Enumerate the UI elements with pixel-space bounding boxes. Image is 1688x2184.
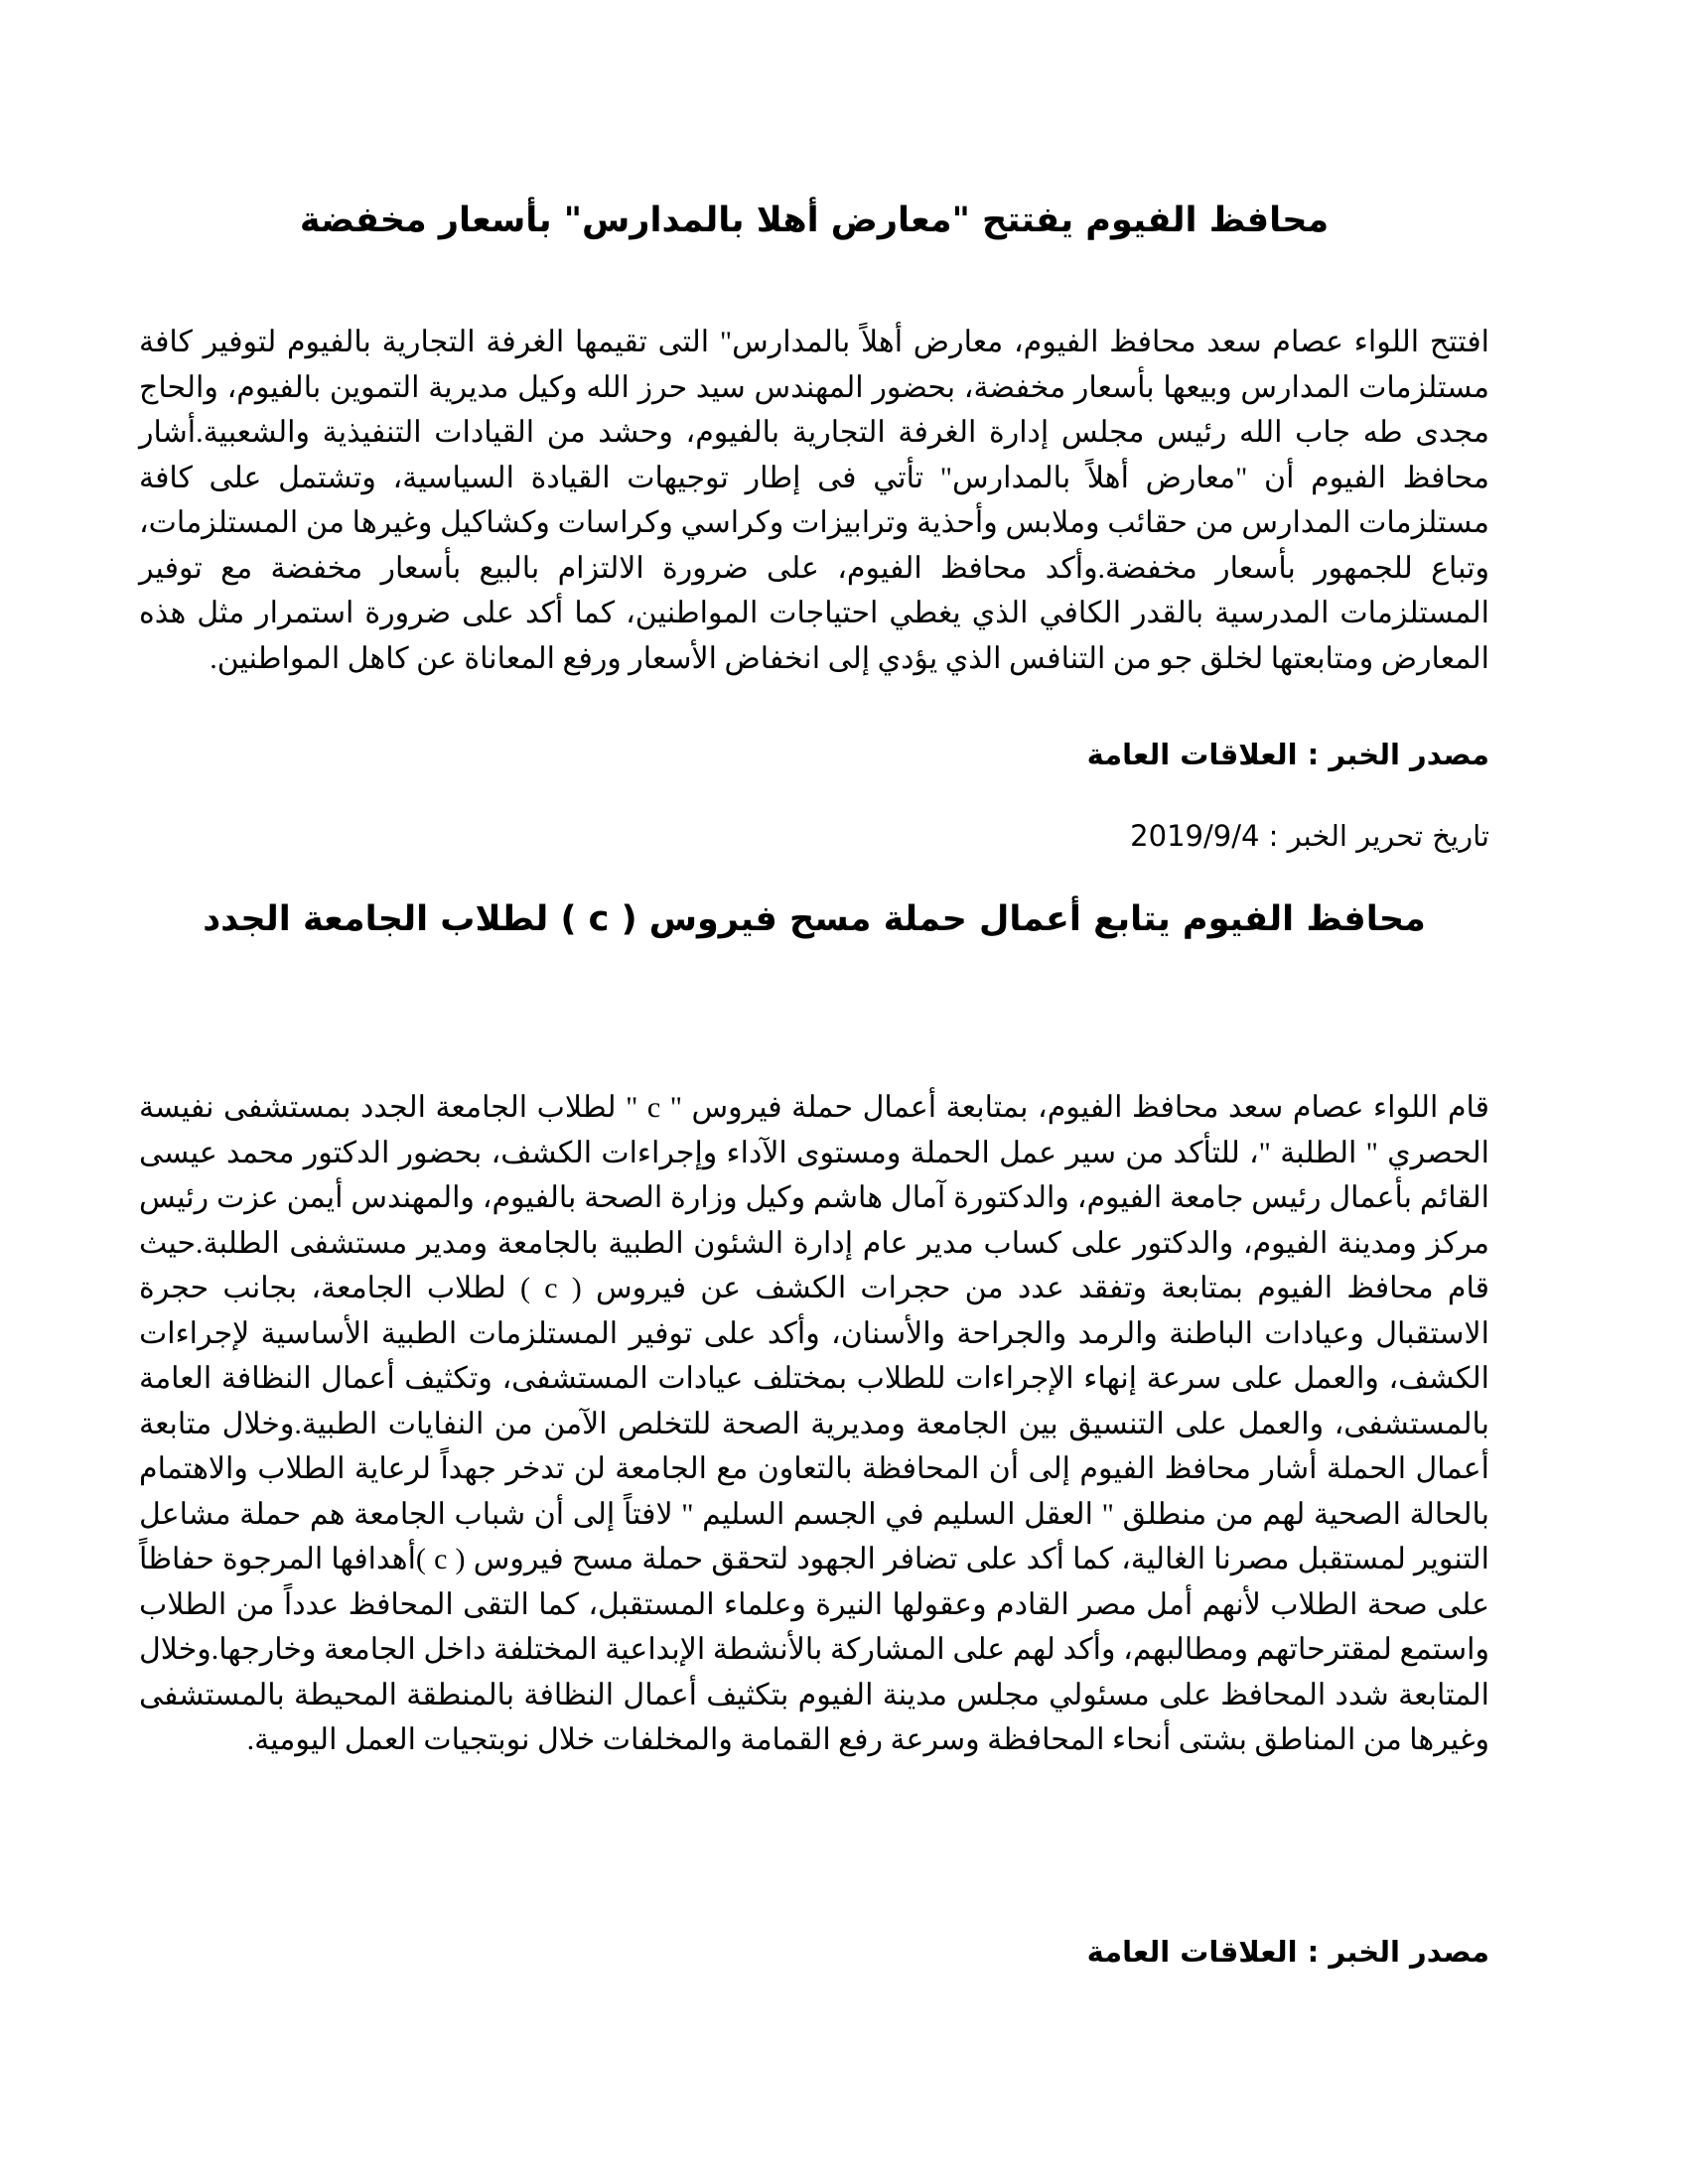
article-2-body: قام اللواء عصام سعد محافظ الفيوم، بمتابعة أعمال حملة فيروس " c " لطلاب الجامعة الجدد بمستشفى نفيسة الحصري " الطلبة "، للتأكد من سير عمل الحملة ومستوى الآداء وإجراءات الكشف، بحضور الدكتور محمد عيسى القائم بأعمال رئيس جامعة الفيوم، والدكتورة آمال هاشم وكيل وزارة الصحة بالفيوم، والمهندس أيمن عزت رئيس مركز ومدينة الفيوم، والدكتور على كساب مدير عام إدارة الشئون الطبية بالجامعة ومدير مستشفى الطلبة.حيث قام محافظ الفيوم بمتابعة وتفقد عدد من حجرات الكشف عن فيروس ( c ) لطلاب الجامعة، بجانب حجرة الاستقبال وعيادات الباطنة والرمد والجراحة والأسنان، وأكد على توفير المستلزمات الطبية الأساسية لإجراءات الكشف، والعمل على سرعة إنهاء الإجراءات للطلاب بمختلف عيادات المستشفى، وتكثيف أعمال النظافة العامة بالمستشفى، والعمل على التنسيق بين الجامعة ومديرية الصحة للتخلص الآمن من النفايات الطبية.وخلال متابعة أعمال الحملة أشار محافظ الفيوم إلى أن المحافظة بالتعاون مع الجامعة لن تدخر جهداً لرعاية الطلاب والاهتمام بالحالة الصحية لهم من منطلق " العقل السليم في الجسم السليم " لافتاً إلى أن شباب الجامعة هم حملة مشاعل التنوير لمستقبل مصرنا الغالية، كما أكد على تضافر الجهود لتحقق حملة مسح فيروس ( c )أهدافها المرجوة حفاظاً على صحة الطلاب لأنهم أمل مصر القادم وعقولها النيرة وعلماء المستقبل، كما التقى المحافظ عدداً من الطلاب واستمع لمقترحاتهم ومطالبهم، وأكد لهم على المشاركة بالأنشطة الإبداعية المختلفة داخل الجامعة وخارجها.وخلال المتابعة شدد المحافظ على مسئولي مجلس مدينة الفيوم بتكثيف أعمال النظافة بالمنطقة المحيطة بالمستشفى وغيرها من المناطق بشتى أنحاء المحافظة وسرعة رفع القمامة والمخلفات خلال نوبتجيات العمل اليومية. — [139, 1091, 1489, 1756]
article-1-source: مصدر الخبر : العلاقات العامة — [1086, 738, 1489, 771]
article-1-title: محافظ الفيوم يفتتح "معارض أهلا بالمدارس" بأسعار مخفضة — [299, 201, 1330, 240]
article-1-body: افتتح اللواء عصام سعد محافظ الفيوم، معارض أهلاً بالمدارس" التى تقيمها الغرفة التجارية بالفيوم لتوفير كافة مستلزمات المدارس وبيعها بأسعار مخفضة، بحضور المهندس سيد حرز الله وكيل مديرية التموين بالفيوم، والحاج مجدى طه جاب الله رئيس مجلس إدارة الغرفة التجارية بالفيوم، وحشد من القيادات التنفيذية والشعبية.أشار محافظ الفيوم أن "معارض أهلاً بالمدارس" تأتي فى إطار توجيهات القيادة السياسية، وتشتمل على كافة مستلزمات المدارس من حقائب وملابس وأحذية وترابيزات وكراسي وكراسات وكشاكيل وغيرها من المستلزمات، وتباع للجمهور بأسعار مخفضة.وأكد محافظ الفيوم، على ضرورة الالتزام بالبيع بأسعار مخفضة مع توفير المستلزمات المدرسية بالقدر الكافي الذي يغطي احتياجات المواطنين، كما أكد على ضرورة استمرار مثل هذه المعارض ومتابعتها لخلق جو من التنافس الذي يؤدي إلى انخفاض الأسعار ورفع المعاناة عن كاهل المواطنين. — [139, 326, 1489, 675]
article-2-source: مصدر الخبر : العلاقات العامة — [1086, 1935, 1489, 1969]
article-2-title: محافظ الفيوم يتابع أعمال حملة مسح فيروس ( c ) لطلاب الجامعة الجدد — [203, 899, 1426, 939]
article-1-date-label: تاريخ تحرير الخبر : — [1268, 819, 1489, 853]
article-1-date-value: 2019/9/4 — [1130, 819, 1260, 853]
article-1-date-line — [1130, 816, 1489, 856]
